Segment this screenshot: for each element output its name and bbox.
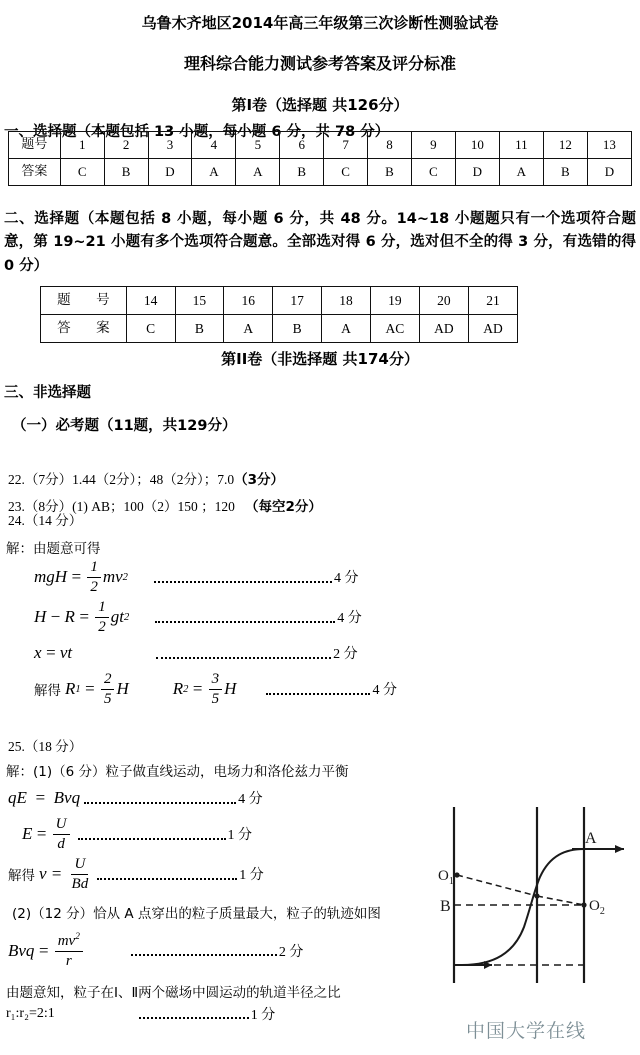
table-cell: D [587, 159, 631, 186]
table-cell: 6 [280, 132, 324, 159]
formula-e-equals-u-over-d: E = $\frac{U}{d}$ [22, 816, 72, 852]
table-row [41, 287, 518, 315]
q25-ratio-row [0, 1003, 430, 1025]
q25-result-v-row [0, 854, 430, 894]
answer-table-1-wrapper [8, 131, 632, 186]
point-o1-marker [454, 872, 459, 877]
table-cell: 14 [126, 287, 175, 315]
q24-score-2: 4 分 [337, 611, 362, 627]
table-cell: 18 [322, 287, 371, 315]
answer-table-1 [8, 131, 632, 186]
table-row [9, 132, 632, 159]
table-cell: A [236, 159, 280, 186]
table-cell: D [455, 159, 499, 186]
section-2-heading: 二、选择题（本题包括 8 小题，每小题 6 分，共 48 分。14~18 小题题只有一个选项符合题意，第 19~21 小题有多个选项符合题意。全部选对得 6 分，选对但不全的得 3 分，有选错的得 0 分） [4, 211, 636, 274]
leader-dots [78, 829, 226, 840]
formula-h-minus-r: H − R = $\frac{1}{2}$ gt 2 [34, 599, 130, 635]
formula-r1: R 1 = $\frac{2}{5}$ H [65, 671, 129, 707]
q25-note-line: 由题意知，粒子在Ⅰ、Ⅱ两个磁场中圆运动的轨道半径之比 [6, 984, 341, 1001]
part-1-heading: （一）必考题（11题，共129分） [12, 418, 237, 434]
q24-formula-3-row [0, 637, 470, 669]
document-title: 乌鲁木齐地区2014年高三年级第三次诊断性测验试卷 [141, 14, 499, 32]
table-cell: 21 [468, 287, 517, 315]
q25-score-v: 1 分 [239, 868, 264, 884]
q25-solved-prefix: 解得 [8, 868, 35, 885]
table-cell: B [273, 315, 322, 343]
table-cell: A [322, 315, 371, 343]
q24-score-4: 4 分 [372, 683, 397, 699]
table-cell: 2 [104, 132, 148, 159]
q25-score-ratio: 1 分 [250, 1007, 276, 1023]
volume-1-heading: 第I卷（选择题 共126分） [231, 96, 409, 114]
table-cell: B [543, 159, 587, 186]
section-1-heading: 一、选择题（本题包括 13 小题，每小题 6 分，共 78 分） [4, 124, 390, 140]
label-point-o1: $O_1$ [438, 868, 454, 887]
table-cell: 9 [411, 132, 455, 159]
leader-dots [266, 684, 370, 695]
volume-2-heading: 第II卷（非选择题 共174分） [221, 350, 419, 368]
q24-score-3: 2 分 [333, 647, 358, 663]
q22-text: 22.（7分）1.44（2分）；48（2分）；7.0 [8, 472, 235, 487]
q24-solve-label: 解：由题意可得 [6, 541, 101, 558]
answer-q22 [0, 462, 640, 489]
formula-radius-ratio: r₁:r₂=2:1 [6, 1005, 55, 1021]
row-label-answer: 答案 [9, 159, 61, 186]
table-cell: 8 [368, 132, 412, 159]
section-3-heading: 三、非选择题 [4, 385, 91, 401]
table-cell: C [126, 315, 175, 343]
q25-score-qe: 4 分 [238, 792, 263, 808]
table-cell: 3 [148, 132, 192, 159]
formula-bvq-equals-mv2-over-r: Bvq = $\frac{mv^2}{r}$ [8, 932, 85, 969]
leader-dots [139, 1008, 249, 1019]
table-cell: A [499, 159, 543, 186]
q25-formula-bvq-row [0, 925, 430, 971]
exit-arrowhead-icon [615, 845, 624, 853]
q24-solved-prefix: 解得 [34, 683, 61, 700]
point-o2-marker [581, 902, 586, 907]
table-cell: B [175, 315, 224, 343]
table-cell: 16 [224, 287, 273, 315]
q25-part2-label: (2)（12 分）恰从 A 点穿出的粒子质量最大，粒子的轨迹如图 [12, 906, 381, 923]
table-cell: 17 [273, 287, 322, 315]
particle-trajectory-curve [462, 849, 584, 965]
table-cell: 7 [324, 132, 368, 159]
q25-formula-qe-row [0, 782, 430, 814]
table-cell: C [60, 159, 104, 186]
leader-dots [156, 648, 331, 659]
table-cell: B [280, 159, 324, 186]
row-label-answer: 答 案 [41, 315, 127, 343]
q24-formula-2-row [0, 597, 470, 637]
table-cell: B [368, 159, 412, 186]
table-cell: AD [419, 315, 468, 343]
q22-score: （3分） [234, 472, 285, 488]
q25-formula-e-row [0, 814, 430, 854]
q25-part1-label: 解：(1)（6 分）粒子做直线运动，电场力和洛伦兹力平衡 [6, 764, 349, 781]
leader-dots [97, 869, 237, 880]
q23-score: （每空2分） [251, 499, 322, 516]
table-cell: D [148, 159, 192, 186]
leader-dots [154, 572, 332, 583]
formula-r2: R 2 = $\frac{3}{5}$ H [172, 671, 237, 707]
answer-table-2-wrapper [40, 286, 518, 343]
table-cell: 15 [175, 287, 224, 315]
row-label-question-number: 题号 [9, 132, 61, 159]
q24-score-1: 4 分 [333, 571, 359, 587]
table-cell: A [224, 315, 273, 343]
formula-mgh: mgH = $\frac{1}{2}$ mv 2 [34, 559, 128, 595]
label-point-b: B [440, 898, 451, 915]
table-cell: 13 [587, 132, 631, 159]
formula-x-equals-vt: x = vt [34, 643, 73, 663]
q25-number: 25.（18 分） [8, 739, 83, 754]
table-cell: 4 [192, 132, 236, 159]
leader-dots [84, 793, 236, 804]
physics-trajectory-diagram [432, 795, 637, 1010]
table-cell: 20 [419, 287, 468, 315]
q25-score-e: 1 分 [227, 828, 253, 844]
table-cell: C [411, 159, 455, 186]
formula-v-equals-u-over-bd: v = $\frac{U}{Bd}$ [39, 856, 89, 892]
q24-result-row [0, 669, 470, 709]
table-cell: AC [370, 315, 419, 343]
table-cell: 19 [370, 287, 419, 315]
table-cell: 11 [499, 132, 543, 159]
label-point-a: A [585, 830, 597, 847]
q25-score-bvq: 2 分 [278, 944, 304, 960]
radius-line-o1 [457, 875, 537, 896]
table-cell: A [192, 159, 236, 186]
label-point-o2: $O_2$ [589, 898, 605, 917]
table-cell: B [104, 159, 148, 186]
radius-line-o2 [537, 896, 584, 905]
table-row [9, 159, 632, 186]
site-watermark: 中国大学在线 [466, 1020, 587, 1042]
table-cell: AD [468, 315, 517, 343]
answer-q24 [0, 512, 470, 709]
q24-formula-1-row [0, 557, 470, 597]
table-cell: 5 [236, 132, 280, 159]
table-cell: C [324, 159, 368, 186]
table-cell: 12 [543, 132, 587, 159]
document-subtitle: 理科综合能力测试参考答案及评分标准 [183, 54, 456, 73]
table-cell: 1 [60, 132, 104, 159]
point-crossing-marker [534, 893, 539, 898]
answer-table-2 [40, 286, 518, 343]
table-cell: 10 [455, 132, 499, 159]
leader-dots [155, 612, 335, 623]
q24-number: 24.（14 分） [8, 513, 83, 528]
table-row [41, 315, 518, 343]
leader-dots [131, 945, 277, 956]
answer-q25 [0, 738, 430, 1025]
q23-text: 23.（8分）(1) AB；100（2）150 ；120 [8, 499, 252, 515]
formula-qe-equals-bvq: qE = Bvq [8, 788, 81, 808]
row-label-question-number: 题 号 [41, 287, 127, 315]
